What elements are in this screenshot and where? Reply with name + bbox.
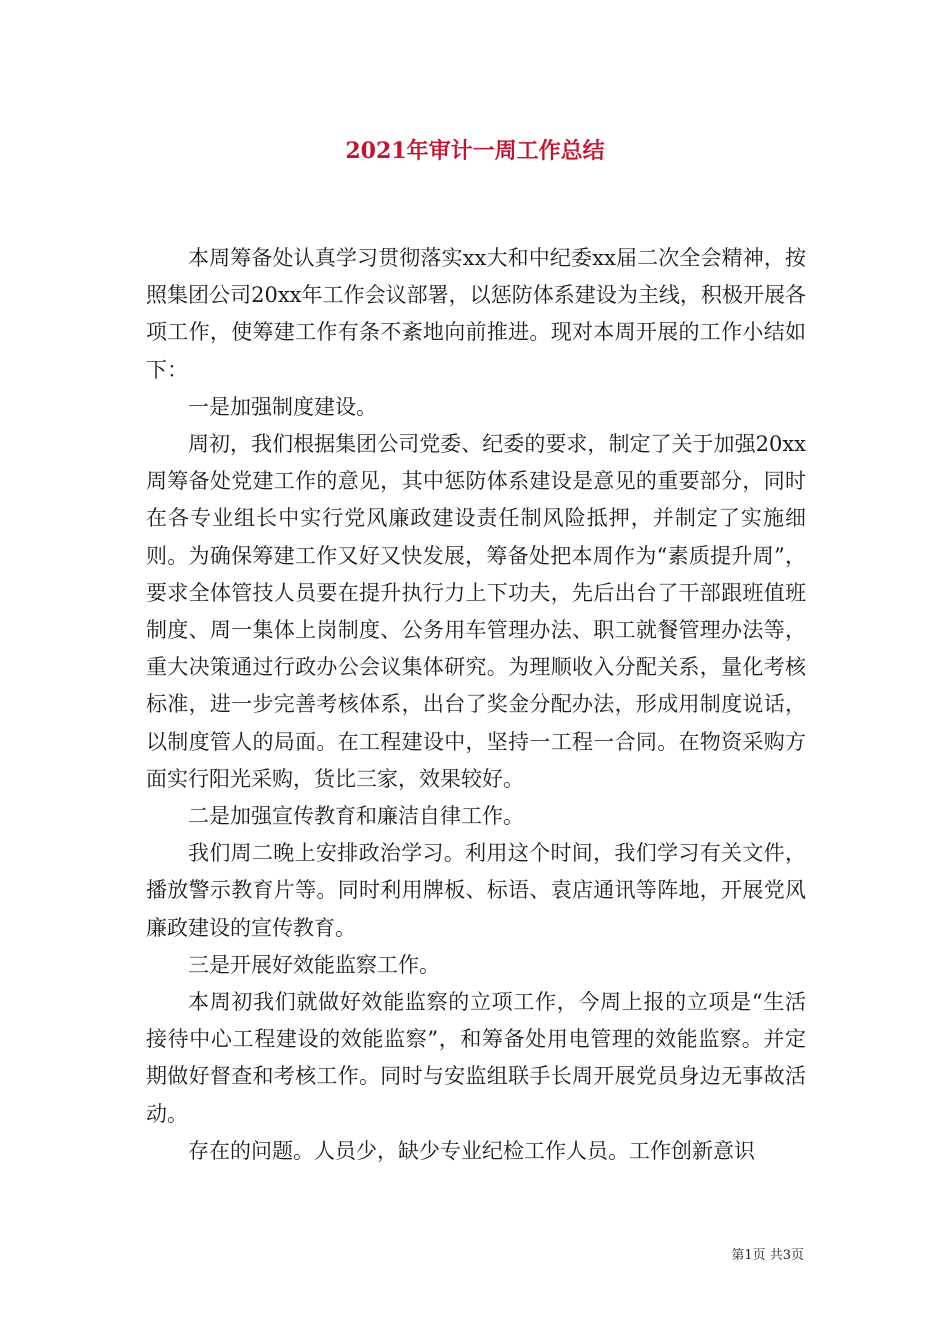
document-title: 2021年审计一周工作总结 bbox=[345, 138, 605, 164]
page-number: 第1页 共3页 bbox=[731, 1248, 804, 1263]
paragraph-efficiency-supervision: 本周初我们就做好效能监察的立项工作，今周上报的立项是“生活接待中心工程建设的效能监察”，和筹备处用电管理的效能监察。并定期做好督查和考核工作。同时与安监组联手长周开展党员身边无事故活动。 bbox=[146, 990, 806, 1126]
document-body bbox=[146, 240, 806, 1170]
paragraph-education: 我们周二晚上安排政治学习。利用这个时间，我们学习有关文件，播放警示教育片等。同时利用牌板、标语、袁店通讯等阵地，开展党风廉政建设的宣传教育。 bbox=[146, 841, 806, 940]
paragraph-heading-3: 三是开展好效能监察工作。 bbox=[188, 952, 440, 977]
paragraph-heading-2: 二是加强宣传教育和廉洁自律工作。 bbox=[188, 804, 524, 829]
paragraph-problems: 存在的问题。人员少，缺少专业纪检工作人员。工作创新意识 bbox=[188, 1138, 755, 1163]
paragraph-heading-1: 一是加强制度建设。 bbox=[188, 394, 377, 419]
paragraph-intro: 本周筹备处认真学习贯彻落实xx大和中纪委xx届二次全会精神，按照集团公司20xx年工作会议部署，以惩防体系建设为主线，积极开展各项工作，使筹建工作有条不紊地向前推进。现对本周开展的工作小结如下： bbox=[146, 246, 806, 382]
paragraph-system-building: 周初，我们根据集团公司党委、纪委的要求，制定了关于加强20xx周筹备处党建工作的意见，其中惩防体系建设是意见的重要部分，同时在各专业组长中实行党风廉政建设责任制风险抵押，并制定了实施细则。为确保筹建工作又好又快发展，筹备处把本周作为“素质提升周”，要求全体管技人员要在提升执行力上下功夫，先后出台了干部跟班值班制度、周一集体上岗制度、公务用车管理办法、职工就餐管理办法等，重大决策通过行政办公会议集体研究。为理顺收入分配关系，量化考核标准，进一步完善考核体系，出台了奖金分配办法，形成用制度说话，以制度管人的局面。在工程建设中，坚持一工程一合同。在物资采购方面实行阳光采购，货比三家，效果较好。 bbox=[146, 432, 806, 791]
